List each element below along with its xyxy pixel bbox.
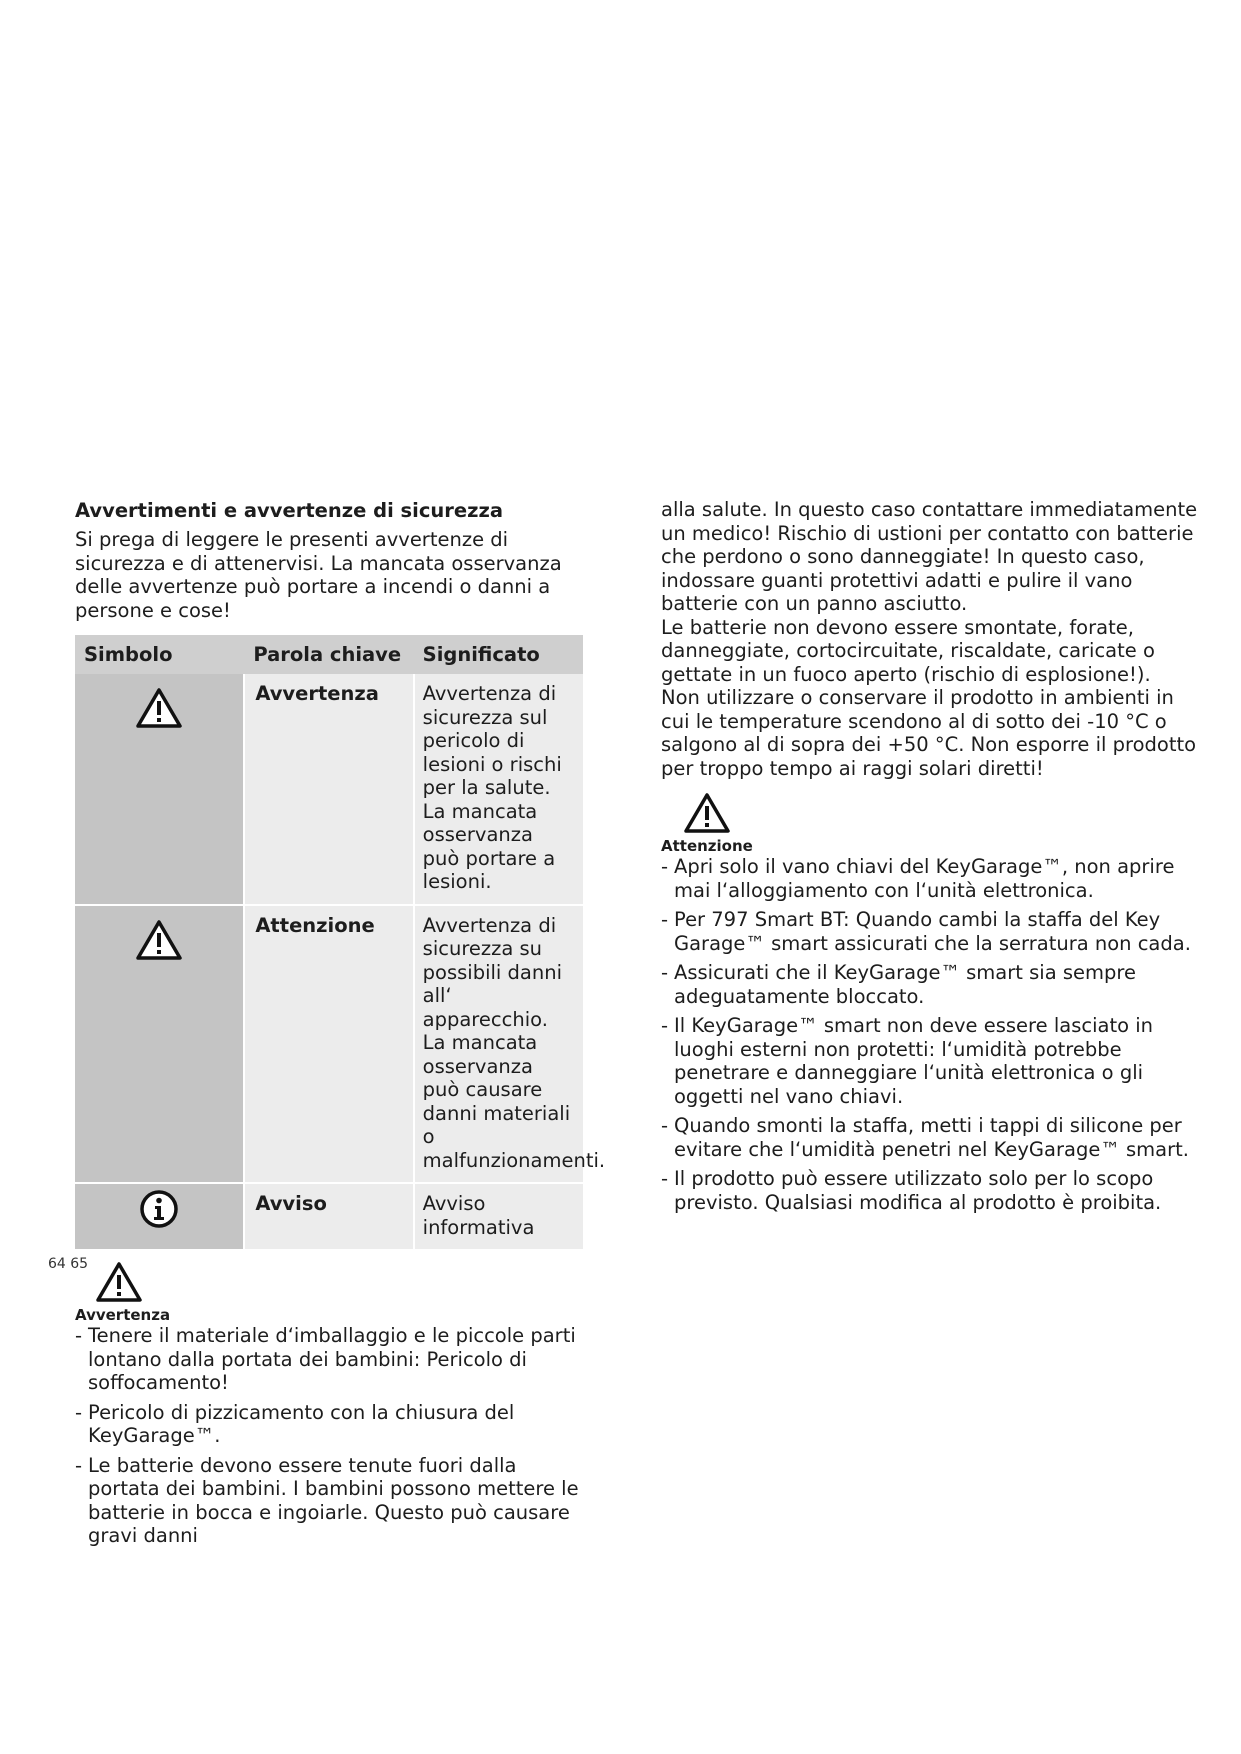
list-item: - Per 797 Smart BT: Quando cambi la staffa del Key Garage™ smart assicurati che la serratura non cada.	[661, 908, 1201, 955]
list-item: - Le batterie devono essere tenute fuori dalla portata dei bambini. I bambini possono mettere le batterie in bocca e ingoiarle. Questo può causare gravi danni	[75, 1454, 585, 1548]
warning-list	[75, 1324, 585, 1548]
header-symbol: Simbolo	[75, 635, 244, 674]
keyword-cell: Avvertenza	[244, 674, 413, 905]
header-meaning: Significato	[414, 635, 583, 674]
warning-block	[75, 1261, 585, 1324]
list-item: - Il prodotto può essere utilizzato solo per lo scopo previsto. Qualsiasi modifica al prodotto è proibita.	[661, 1167, 1201, 1214]
info-circle-icon	[139, 1189, 179, 1229]
right-column	[661, 498, 1201, 1220]
paragraph: alla salute. In questo caso contattare immediatamente un medico! Rischio di ustioni per contatto con batterie che perdono o sono danneggiate! In questo caso, indossare guanti protettivi adatti e pulire il vano batterie con un panno asciutto.	[661, 498, 1198, 615]
list-item: - Pericolo di pizzicamento con la chiusura del KeyGarage™.	[75, 1401, 585, 1448]
attention-block	[661, 792, 1201, 855]
warning-triangle-icon	[95, 1261, 143, 1303]
table-row	[75, 1183, 583, 1249]
warning-triangle-icon	[135, 687, 183, 729]
paragraph: Non utilizzare o conservare il prodotto in ambienti in cui le temperature scendono al di sotto dei -10 °C o salgono al di sopra dei +50 °C. Non esporre il prodotto per troppo tempo ai raggi solari diretti!	[661, 686, 1197, 780]
paragraph: Le batterie non devono essere smontate, forate, danneggiate, cortocircuitate, riscaldate, caricate o gettate in un fuoco aperto (rischio di esplosione!).	[661, 615, 1155, 686]
attention-label: Attenzione	[661, 837, 753, 855]
table-row	[75, 674, 583, 905]
list-item: - Quando smonti la staffa, metti i tappi di silicone per evitare che l‘umidità penetri nel KeyGarage™ smart.	[661, 1114, 1201, 1161]
keyword-cell: Avviso	[244, 1183, 413, 1249]
list-item: - Apri solo il vano chiavi del KeyGarage™, non aprire mai l‘alloggiamento con l‘unità elettronica.	[661, 855, 1201, 902]
header-keyword: Parola chiave	[244, 635, 413, 674]
warning-triangle-icon	[135, 919, 183, 961]
left-column	[75, 498, 606, 1554]
list-item: - Il KeyGarage™ smart non deve essere lasciato in luoghi esterni non protetti: l‘umidità potrebbe penetrare e danneggiare l‘unità elettronica o gli oggetti nel vano chiavi.	[661, 1014, 1201, 1108]
symbol-table	[75, 635, 606, 1249]
list-item: - Tenere il materiale d‘imballaggio e le piccole parti lontano dalla portata dei bambini: Pericolo di soffocamento!	[75, 1324, 585, 1395]
warning-triangle-icon	[683, 792, 731, 834]
intro-paragraph: Si prega di leggere le presenti avvertenze di sicurezza e di attenervisi. La mancata osservanza delle avvertenze può portare a incendi o danni a persone e cose!	[75, 528, 562, 622]
table-row	[75, 905, 583, 1184]
meaning-cell: Avvertenza di sicurezza sul pericolo di lesioni o rischi per la salute. La mancata osservanza può portare a lesioni.	[422, 682, 562, 893]
meaning-cell: Avviso informativa	[414, 1183, 583, 1249]
warning-label: Avvertenza	[75, 1306, 171, 1324]
list-item: - Assicurati che il KeyGarage™ smart sia sempre adeguatamente bloccato.	[661, 961, 1201, 1008]
attention-list	[661, 855, 1201, 1214]
keyword-cell: Attenzione	[244, 905, 413, 1184]
meaning-cell: Avvertenza di sicurezza su possibili danni all‘ apparecchio. La mancata osservanza può causare danni materiali o malfunzionamenti.	[414, 905, 583, 1184]
page-numbers: 64 65	[48, 1256, 89, 1272]
section-heading: Avvertimenti e avvertenze di sicurezza	[75, 499, 503, 522]
